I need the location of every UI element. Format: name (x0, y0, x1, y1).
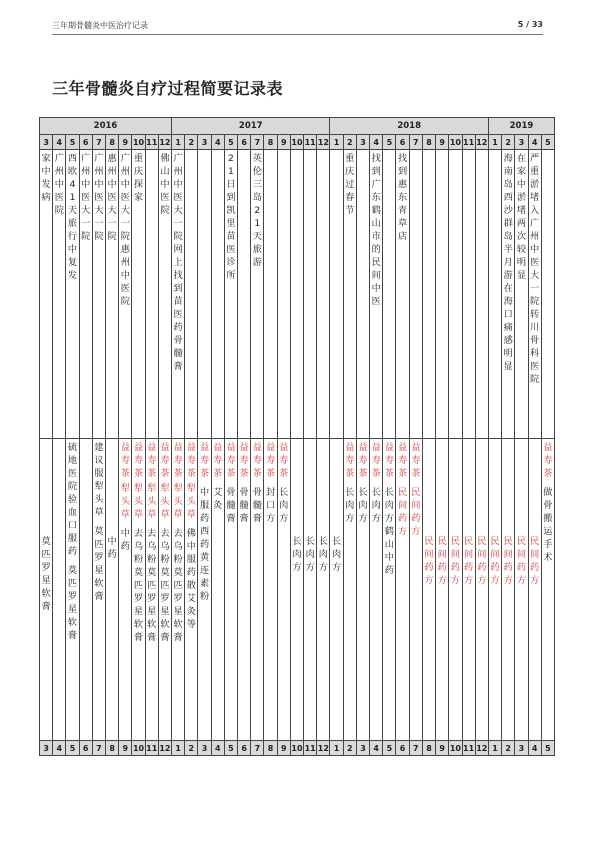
event-cell (53, 150, 66, 439)
medicine-text: 民间药方 (397, 487, 408, 537)
month-cell: 10 (132, 135, 145, 150)
month-cell: 2 (343, 135, 356, 150)
month-cell: 5 (541, 135, 554, 150)
month-cell: 10 (290, 741, 303, 756)
medicine-text: 去乌粉莫匹罗星软膏 (147, 528, 157, 643)
medicine-text: 民间药方 (516, 536, 526, 586)
month-cell: 9 (436, 741, 449, 756)
treatment-cell (330, 439, 343, 741)
event-text: 重庆过春节 (345, 153, 355, 216)
event-cell (488, 150, 501, 439)
medicine-text: 骨髓膏 (252, 487, 262, 524)
month-cell: 1 (172, 135, 185, 150)
treatment-cell (370, 439, 383, 741)
month-cell: 11 (145, 135, 158, 150)
event-text: 广州中医大一院 (81, 153, 91, 242)
month-cell: 5 (541, 741, 554, 756)
year-header: 2018 (330, 118, 488, 135)
treatment-cell (79, 439, 92, 741)
herb-text: 犁头草 (133, 483, 144, 520)
event-cell (211, 150, 224, 439)
month-cell: 5 (383, 135, 396, 150)
treatment-timeline-table (39, 117, 555, 756)
medicine-text: 中服药西药黄连素粉 (199, 487, 210, 602)
medicine-text: 民间药方 (450, 536, 460, 586)
treatment-cell (541, 439, 554, 741)
medicine-text: 长肉方 (318, 536, 328, 573)
month-cell: 11 (145, 741, 158, 756)
event-cell (185, 150, 198, 439)
medicine-text: 封口方 (265, 487, 276, 524)
month-cell: 5 (224, 741, 237, 756)
month-cell: 7 (251, 135, 264, 150)
event-text: 惠州中医大一院 (107, 153, 117, 242)
treatment-cell (106, 439, 119, 741)
event-cell (370, 150, 383, 439)
month-row-top (40, 135, 555, 150)
event-text: 找到惠东青草店 (397, 153, 408, 242)
month-cell: 3 (356, 135, 369, 150)
event-cell (396, 150, 409, 439)
month-cell: 10 (449, 741, 462, 756)
treatment-cell (528, 439, 541, 741)
tea-text: 益寿茶 (133, 442, 144, 479)
treatment-cell (304, 439, 317, 741)
tea-text: 益寿茶 (199, 442, 210, 479)
event-text: 重庆探家 (133, 153, 144, 203)
event-cell (264, 150, 277, 439)
tea-text: 益寿茶 (358, 442, 368, 479)
treatment-cell (383, 439, 396, 741)
month-cell: 2 (185, 741, 198, 756)
event-text: 广州中医大一院 (94, 153, 104, 242)
treatments-row (40, 439, 555, 741)
medicine-text: 去乌粉莫匹罗星软膏 (173, 528, 183, 643)
month-cell: 6 (396, 741, 409, 756)
treatment-cell (198, 439, 211, 741)
month-cell: 9 (119, 741, 132, 756)
medicine-text: 民间药方 (530, 536, 540, 586)
page-number: 5 / 33 (517, 20, 543, 29)
treatment-cell (343, 439, 356, 741)
event-cell (40, 150, 53, 439)
medicine-text: 民间药方 (503, 536, 513, 586)
event-cell (132, 150, 145, 439)
medicine-text: 长肉方 (279, 487, 289, 524)
herb-text: 犁头草 (160, 483, 170, 520)
treatment-cell (158, 439, 171, 741)
event-cell (290, 150, 303, 439)
month-cell: 10 (290, 135, 303, 150)
header-rule (52, 34, 543, 35)
event-cell (92, 150, 105, 439)
medicine-text: 民间药方 (424, 536, 434, 586)
month-cell: 5 (383, 741, 396, 756)
month-cell: 12 (475, 741, 488, 756)
herb-text: 建议服犁头草 (94, 442, 104, 518)
herb-text: 犁头草 (120, 483, 130, 520)
events-row (40, 150, 555, 439)
medicine-text: 骨髓膏 (226, 487, 236, 524)
month-cell: 9 (277, 135, 290, 150)
month-cell: 6 (396, 135, 409, 150)
treatment-cell (53, 439, 66, 741)
event-text: 西欧41天旅行中复发 (67, 153, 78, 281)
month-cell: 3 (515, 135, 528, 150)
month-cell: 10 (132, 741, 145, 756)
medicine-text: 民间药方 (490, 536, 500, 586)
treatment-cell (66, 439, 79, 741)
month-cell: 6 (238, 135, 251, 150)
month-cell: 8 (106, 741, 119, 756)
treatment-cell (132, 439, 145, 741)
treatment-cell (515, 439, 528, 741)
month-cell: 11 (304, 741, 317, 756)
medicine-text: 民间药方 (464, 536, 474, 586)
event-cell (158, 150, 171, 439)
event-cell (66, 150, 79, 439)
medicine-text: 长肉方 (371, 487, 381, 524)
month-cell: 5 (66, 741, 79, 756)
month-cell: 2 (502, 741, 515, 756)
month-cell: 5 (224, 135, 237, 150)
tea-text: 益寿茶 (345, 442, 355, 479)
event-text: 海南岛西沙群岛半月游在海口痛感明显 (503, 153, 513, 372)
treatment-cell (264, 439, 277, 741)
month-cell: 3 (198, 135, 211, 150)
tea-text: 益寿茶 (226, 442, 236, 479)
month-cell: 11 (462, 135, 475, 150)
event-text: 广州中医大一院网上找到苗医药骨髓膏 (173, 153, 183, 372)
month-cell: 7 (409, 135, 422, 150)
month-cell: 8 (422, 135, 435, 150)
treatment-cell (211, 439, 224, 741)
month-cell: 7 (409, 741, 422, 756)
tea-text: 益寿茶 (279, 442, 289, 479)
treatment-cell (251, 439, 264, 741)
month-cell: 2 (502, 135, 515, 150)
event-cell (317, 150, 330, 439)
treatment-cell (92, 439, 105, 741)
treatment-cell (462, 439, 475, 741)
month-cell: 7 (92, 741, 105, 756)
tea-text: 益寿茶 (252, 442, 262, 479)
event-text: 广州中医院 (54, 153, 64, 216)
event-cell (172, 150, 185, 439)
medicine-text: 长肉方鹤山中药 (384, 487, 394, 576)
month-cell: 4 (211, 135, 224, 150)
month-cell: 8 (264, 741, 277, 756)
month-cell: 3 (40, 741, 53, 756)
year-header: 2019 (488, 118, 554, 135)
month-cell: 12 (475, 135, 488, 150)
treatment-cell (475, 439, 488, 741)
treatment-cell (488, 439, 501, 741)
month-cell: 8 (106, 135, 119, 150)
event-cell (238, 150, 251, 439)
treatment-cell (409, 439, 422, 741)
event-cell (422, 150, 435, 439)
medicine-text: 长肉方 (331, 536, 342, 573)
event-cell (198, 150, 211, 439)
month-cell: 6 (79, 741, 92, 756)
event-cell (436, 150, 449, 439)
event-cell (502, 150, 515, 439)
month-cell: 4 (528, 741, 541, 756)
tea-text: 益寿茶 (239, 442, 249, 479)
medicine-text: 民间药方 (411, 487, 421, 537)
month-cell: 3 (198, 741, 211, 756)
event-text: 严重淤堵入广州中医大一院转川骨科医院 (530, 153, 540, 385)
event-cell (119, 150, 132, 439)
medicine-text: 民间药方 (477, 536, 487, 586)
medicine-text: 中药 (107, 536, 117, 560)
event-text: 家中发病 (41, 153, 51, 203)
treatment-cell (502, 439, 515, 741)
treatment-cell (290, 439, 303, 741)
month-cell: 12 (158, 741, 171, 756)
tea-text: 益寿茶 (120, 442, 130, 479)
event-cell (251, 150, 264, 439)
treatment-cell (172, 439, 185, 741)
year-row (40, 118, 555, 135)
month-cell: 1 (488, 741, 501, 756)
event-cell (145, 150, 158, 439)
herb-text: 犁头草 (147, 483, 157, 520)
event-cell (383, 150, 396, 439)
month-cell: 12 (317, 741, 330, 756)
event-cell (356, 150, 369, 439)
month-cell: 3 (356, 741, 369, 756)
treatment-cell (145, 439, 158, 741)
month-cell: 4 (53, 135, 66, 150)
month-cell: 1 (172, 741, 185, 756)
month-cell: 9 (277, 741, 290, 756)
medicine-text: 长肉方 (358, 487, 368, 524)
medicine-text: 去乌粉莫匹罗星软膏 (133, 528, 144, 643)
treatment-cell (449, 439, 462, 741)
medicine-text: 莫匹罗星软膏 (41, 536, 51, 612)
event-cell (475, 150, 488, 439)
tea-text: 益寿茶 (411, 442, 421, 479)
treatment-cell (317, 439, 330, 741)
tea-text: 益寿茶 (213, 442, 223, 479)
treatment-cell (119, 439, 132, 741)
event-cell (515, 150, 528, 439)
tea-text: 益寿茶 (265, 442, 276, 479)
month-cell: 3 (40, 135, 53, 150)
tea-text: 益寿茶 (173, 442, 183, 479)
event-text: 在家中淤堵两次较明显 (516, 153, 526, 281)
running-title: 三年期骨髓炎中医治疗记录 (52, 21, 148, 30)
month-cell: 11 (304, 135, 317, 150)
month-cell: 3 (515, 741, 528, 756)
event-cell (541, 150, 554, 439)
tea-text: 益寿茶 (397, 442, 408, 479)
event-cell (409, 150, 422, 439)
event-cell (330, 150, 343, 439)
medicine-text: 长肉方 (305, 536, 315, 573)
tea-text: 益寿茶 (147, 442, 157, 479)
medicine-text: 长肉方 (292, 536, 302, 573)
event-cell (79, 150, 92, 439)
medicine-text: 莫匹罗星软膏 (67, 565, 78, 641)
month-cell: 2 (185, 135, 198, 150)
month-cell: 4 (211, 741, 224, 756)
tea-text: 益寿茶 (160, 442, 170, 479)
month-cell: 10 (449, 135, 462, 150)
medicine-text: 艾灸 (213, 487, 223, 511)
tea-text: 益寿茶 (371, 442, 381, 479)
event-cell (462, 150, 475, 439)
year-header: 2016 (40, 118, 172, 135)
month-cell: 4 (528, 135, 541, 150)
month-cell: 12 (158, 135, 171, 150)
medicine-text: 民间药方 (437, 536, 447, 586)
month-cell: 11 (462, 741, 475, 756)
treatment-cell (356, 439, 369, 741)
month-cell: 4 (53, 741, 66, 756)
tea-text: 益寿茶 (186, 442, 196, 479)
page-title: 三年骨髓炎自疗过程简要记录表 (52, 79, 284, 98)
month-cell: 2 (343, 741, 356, 756)
medicine-text: 中药 (120, 528, 130, 552)
event-cell (106, 150, 119, 439)
treatment-cell (185, 439, 198, 741)
medicine-text: 长肉方 (345, 487, 355, 524)
treatment-cell (40, 439, 53, 741)
month-cell: 9 (436, 135, 449, 150)
event-text: 21日到凯里苗医诊所 (226, 153, 236, 281)
month-cell: 1 (330, 135, 343, 150)
event-cell (277, 150, 290, 439)
treatment-cell (396, 439, 409, 741)
medicine-text: 莫匹罗星软膏 (94, 526, 104, 602)
month-cell: 7 (92, 135, 105, 150)
event-text: 佛山中医院 (160, 153, 170, 216)
event-cell (304, 150, 317, 439)
event-cell (343, 150, 356, 439)
month-cell: 8 (264, 135, 277, 150)
event-text: 广州中医大一院惠州中医院 (120, 153, 130, 307)
treatment-cell (224, 439, 237, 741)
treatment-cell (277, 439, 290, 741)
month-row-bottom (40, 741, 555, 756)
month-cell: 12 (317, 135, 330, 150)
event-cell (224, 150, 237, 439)
tea-text: 益寿茶 (384, 442, 394, 479)
month-cell: 8 (422, 741, 435, 756)
treatment-cell (422, 439, 435, 741)
herb-text: 犁头草 (173, 483, 183, 520)
month-cell: 5 (66, 135, 79, 150)
tea-text: 益寿茶 (543, 442, 553, 479)
month-cell: 4 (370, 135, 383, 150)
event-text: 英伦三岛21天旅游 (252, 153, 262, 268)
medicine-text: 佛中服药散艾灸等 (186, 528, 196, 630)
month-cell: 6 (238, 741, 251, 756)
medicine-text: 去乌粉莫匹罗星软膏 (160, 528, 170, 643)
month-cell: 1 (330, 741, 343, 756)
running-header (52, 20, 543, 34)
month-cell: 1 (488, 135, 501, 150)
treatment-cell (238, 439, 251, 741)
month-cell: 7 (251, 741, 264, 756)
event-cell (449, 150, 462, 439)
herb-text: 硫地医院验血口服药 (67, 442, 78, 557)
month-cell: 9 (119, 135, 132, 150)
month-cell: 6 (79, 135, 92, 150)
month-cell: 4 (370, 741, 383, 756)
event-text: 找到广东鹤山市的民间中医 (371, 153, 381, 307)
year-header: 2017 (172, 118, 330, 135)
event-cell (528, 150, 541, 439)
medicine-text: 做骨搬运手术 (543, 487, 553, 563)
medicine-text: 骨髓膏 (239, 487, 249, 524)
treatment-cell (436, 439, 449, 741)
herb-text: 犁头草 (186, 483, 196, 520)
